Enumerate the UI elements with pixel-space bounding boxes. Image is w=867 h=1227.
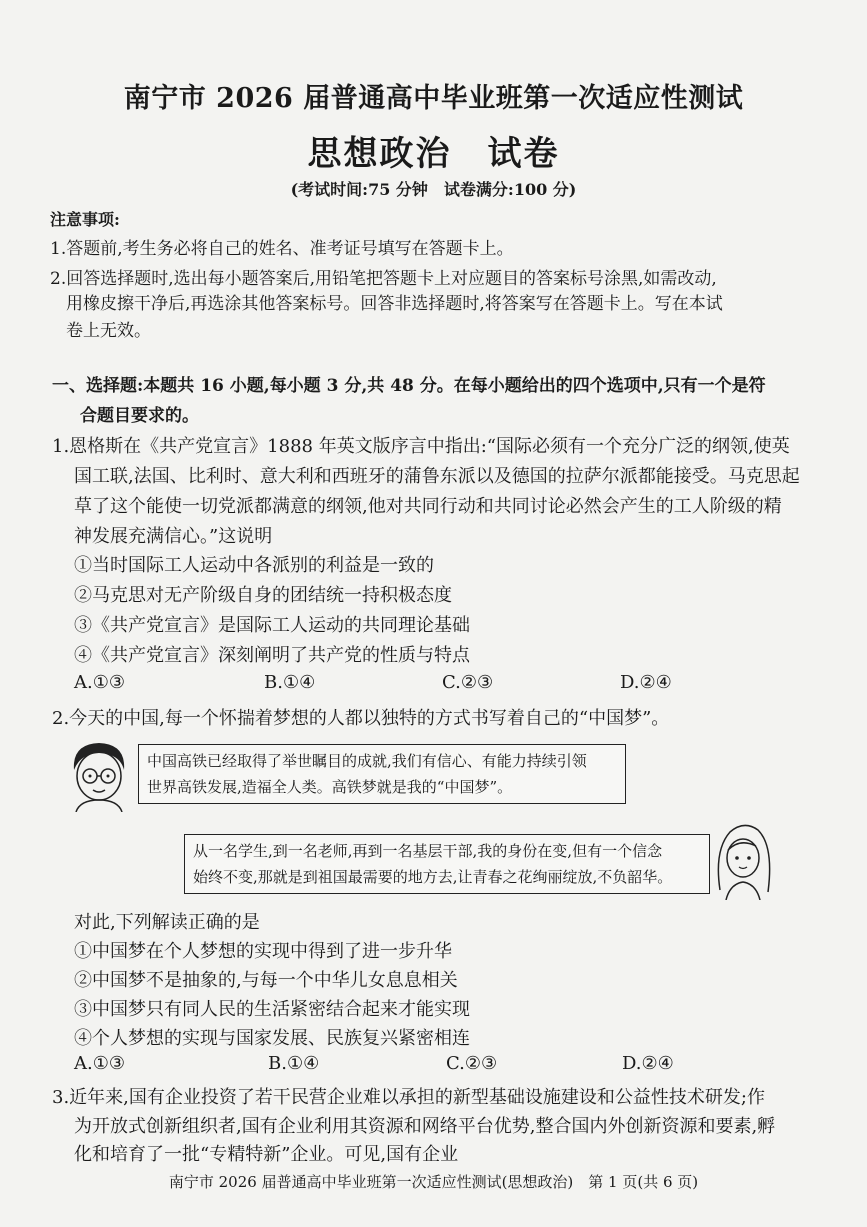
bubble-line: 始终不变,那就是到祖国最需要的地方去,让青春之花绚丽绽放,不负韶华。	[193, 868, 673, 886]
q2-option-d: D.②④	[622, 1053, 674, 1074]
q2-statement: ①中国梦在个人梦想的实现中得到了进一步升华	[74, 941, 452, 962]
q1-option-a: A.①③	[74, 672, 125, 693]
q1-option-b: B.①④	[264, 672, 316, 693]
q2-stem: 2.今天的中国,每一个怀揣着梦想的人都以独特的方式书写着自己的“中国梦”。	[52, 708, 670, 729]
q1-option-d: D.②④	[620, 672, 672, 693]
speech-bubble-girl	[184, 834, 710, 894]
notice-item-2: 2.回答选择题时,选出每小题答案后,用铅笔把答题卡上对应题目的答案标号涂黑,如需改动,	[50, 269, 717, 289]
q1-stem-line: 1.恩格斯在《共产党宣言》1888 年英文版序言中指出:“国际必须有一个充分广泛的纲领,使英	[52, 436, 790, 457]
section-heading: 一、选择题:本题共 16 小题,每小题 3 分,共 48 分。在每小题给出的四个选项中,只有一个是符	[52, 376, 766, 396]
q3-stem-line: 化和培育了一批“专精特新”企业。可见,国有企业	[74, 1144, 459, 1165]
q2-option-a: A.①③	[74, 1053, 125, 1074]
exam-info: (考试时间:75 分钟 试卷满分:100 分)	[290, 180, 577, 199]
q1-stem-line: 草了这个能使一切党派都满意的纲领,他对共同行动和共同讨论必然会产生的工人阶级的精	[74, 496, 782, 517]
exam-title: 南宁市 2026 届普通高中毕业班第一次适应性测试	[123, 83, 744, 114]
q3-stem-line: 为开放式创新组织者,国有企业利用其资源和网络平台优势,整合国内外创新资源和要素,孵	[74, 1116, 776, 1137]
q2-option-c: C.②③	[446, 1053, 498, 1074]
page-footer: 南宁市 2026 届普通高中毕业班第一次适应性测试(思想政治) 第 1 页(共 6 页)	[168, 1173, 699, 1191]
girl-illustration	[712, 820, 774, 900]
q1-option-c: C.②③	[442, 672, 494, 693]
notice-item-1: 1.答题前,考生务必将自己的姓名、准考证号填写在答题卡上。	[50, 239, 514, 259]
bubble-line: 中国高铁已经取得了举世瞩目的成就,我们有信心、有能力持续引领	[147, 752, 587, 770]
boy-illustration	[66, 740, 132, 812]
notice-item-2-cont: 用橡皮擦干净后,再选涂其他答案标号。回答非选择题时,将答案写在答题卡上。写在本试	[66, 294, 723, 314]
notice-item-2-end: 卷上无效。	[66, 321, 151, 341]
q3-stem-line: 3.近年来,国有企业投资了若干民营企业难以承担的新型基础设施建设和公益性技术研发;作	[52, 1087, 765, 1108]
q2-statement: ②中国梦不是抽象的,与每一个中华儿女息息相关	[74, 970, 458, 991]
q1-stem-line: 神发展充满信心。”这说明	[74, 526, 273, 547]
q1-stem-line: 国工联,法国、比利时、意大利和西班牙的蒲鲁东派以及德国的拉萨尔派都能接受。马克思起	[74, 466, 800, 487]
q1-statement: ①当时国际工人运动中各派别的利益是一致的	[74, 555, 434, 576]
q1-statement: ②马克思对无产阶级自身的团结统一持积极态度	[74, 585, 452, 606]
q2-statement: ④个人梦想的实现与国家发展、民族复兴紧密相连	[74, 1028, 470, 1049]
section-heading-cont: 合题目要求的。	[80, 406, 199, 426]
subject-title: 思想政治 试卷	[307, 134, 560, 174]
q2-statement: ③中国梦只有同人民的生活紧密结合起来才能实现	[74, 999, 470, 1020]
q1-statement: ③《共产党宣言》是国际工人运动的共同理论基础	[74, 615, 470, 636]
speech-bubble-boy	[138, 744, 626, 804]
notice-heading: 注意事项:	[50, 210, 120, 229]
q2-option-b: B.①④	[268, 1053, 320, 1074]
bubble-line: 世界高铁发展,造福全人类。高铁梦就是我的“中国梦”。	[147, 778, 513, 796]
q1-statement: ④《共产党宣言》深刻阐明了共产党的性质与特点	[74, 645, 470, 666]
bubble-line: 从一名学生,到一名老师,再到一名基层干部,我的身份在变,但有一个信念	[193, 842, 663, 860]
q2-prompt: 对此,下列解读正确的是	[74, 912, 260, 933]
